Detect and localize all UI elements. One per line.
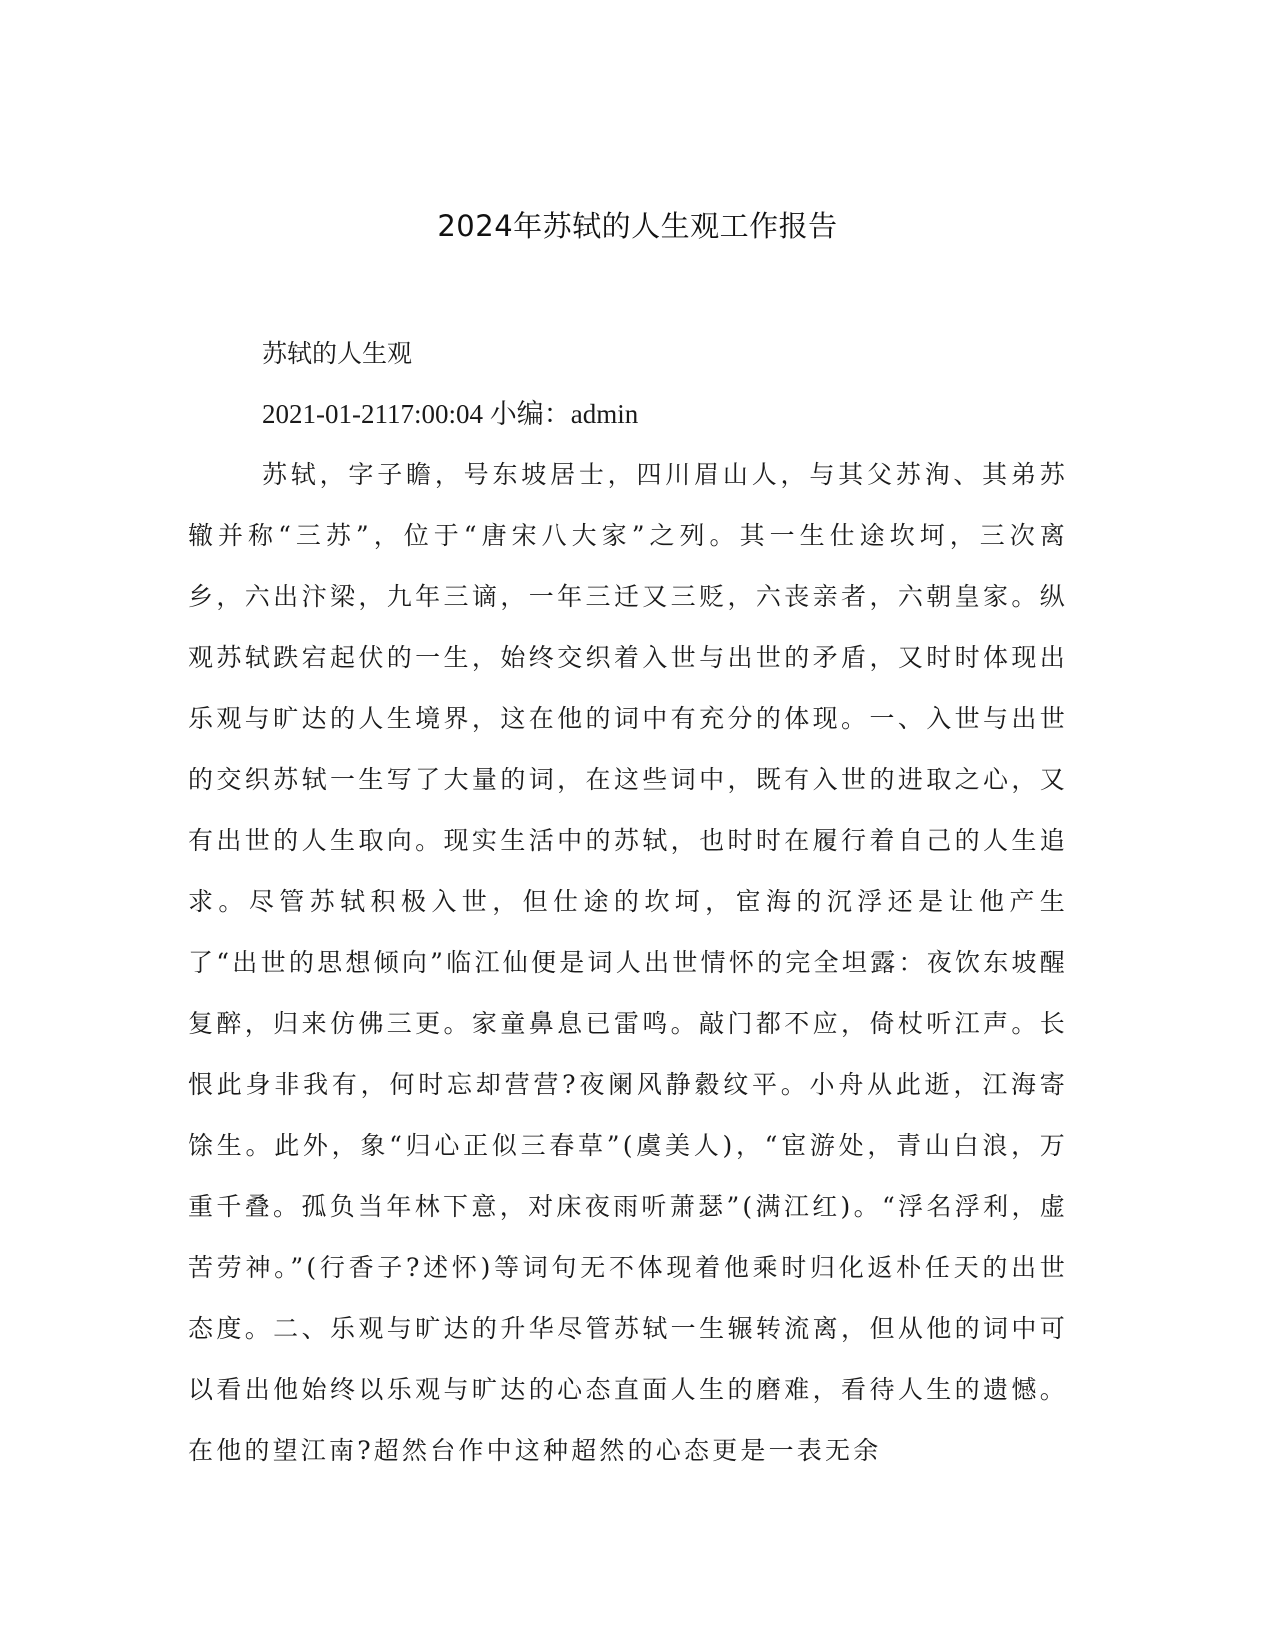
document-title: 2024年苏轼的人生观工作报告 <box>437 209 838 243</box>
article-body-paragraph: 苏轼，字子瞻，号东坡居士，四川眉山人，与其父苏洵、其弟苏辙并称“三苏”，位于“唐宋八大家”之列。其一生仕途坎坷，三次离乡，六出汴梁，九年三谪，一年三迁又三贬，六丧亲者，六朝皇家。纵观苏轼跌宕起伏的一生，始终交织着入世与出世的矛盾，又时时体现出乐观与旷达的人生境界，这在他的词中有充分的体现。一、入世与出世的交织苏轼一生写了大量的词，在这些词中，既有入世的进取之心，又有出世的人生取向。现实生活中的苏轼，也时时在履行着自己的人生追求。尽管苏轼积极入世，但仕途的坎坷，宦海的沉浮还是让他产生了“出世的思想倾向”临江仙便是词人出世情怀的完全坦露：夜饮东坡醒复醉，归来仿佛三更。家童鼻息已雷鸣。敲门都不应，倚杖听江声。长恨此身非我有，何时忘却营营?夜阑风静縠纹平。小舟从此逝，江海寄馀生。此外，象“归心正似三春草”(虞美人)，“宦游处，青山白浪，万重千叠。孤负当年林下意，对床夜雨听萧瑟”(满江红)。“浮名浮利，虚苦劳神。”(行香子?述怀)等词句无不体现着他乘时归化返朴任天的出世态度。二、乐观与旷达的升华尽管苏轼一生辗转流离，但从他的词中可以看出他始终以乐观与旷达的心态直面人生的磨难，看待人生的遗憾。在他的望江南?超然台作中这种超然的心态更是一表无余 <box>188 460 1068 1465</box>
document-body-block <box>188 324 1068 1481</box>
article-meta: 2021-01-2117:00:04 小编：admin <box>262 399 639 429</box>
article-subtitle: 苏轼的人生观 <box>262 339 413 368</box>
